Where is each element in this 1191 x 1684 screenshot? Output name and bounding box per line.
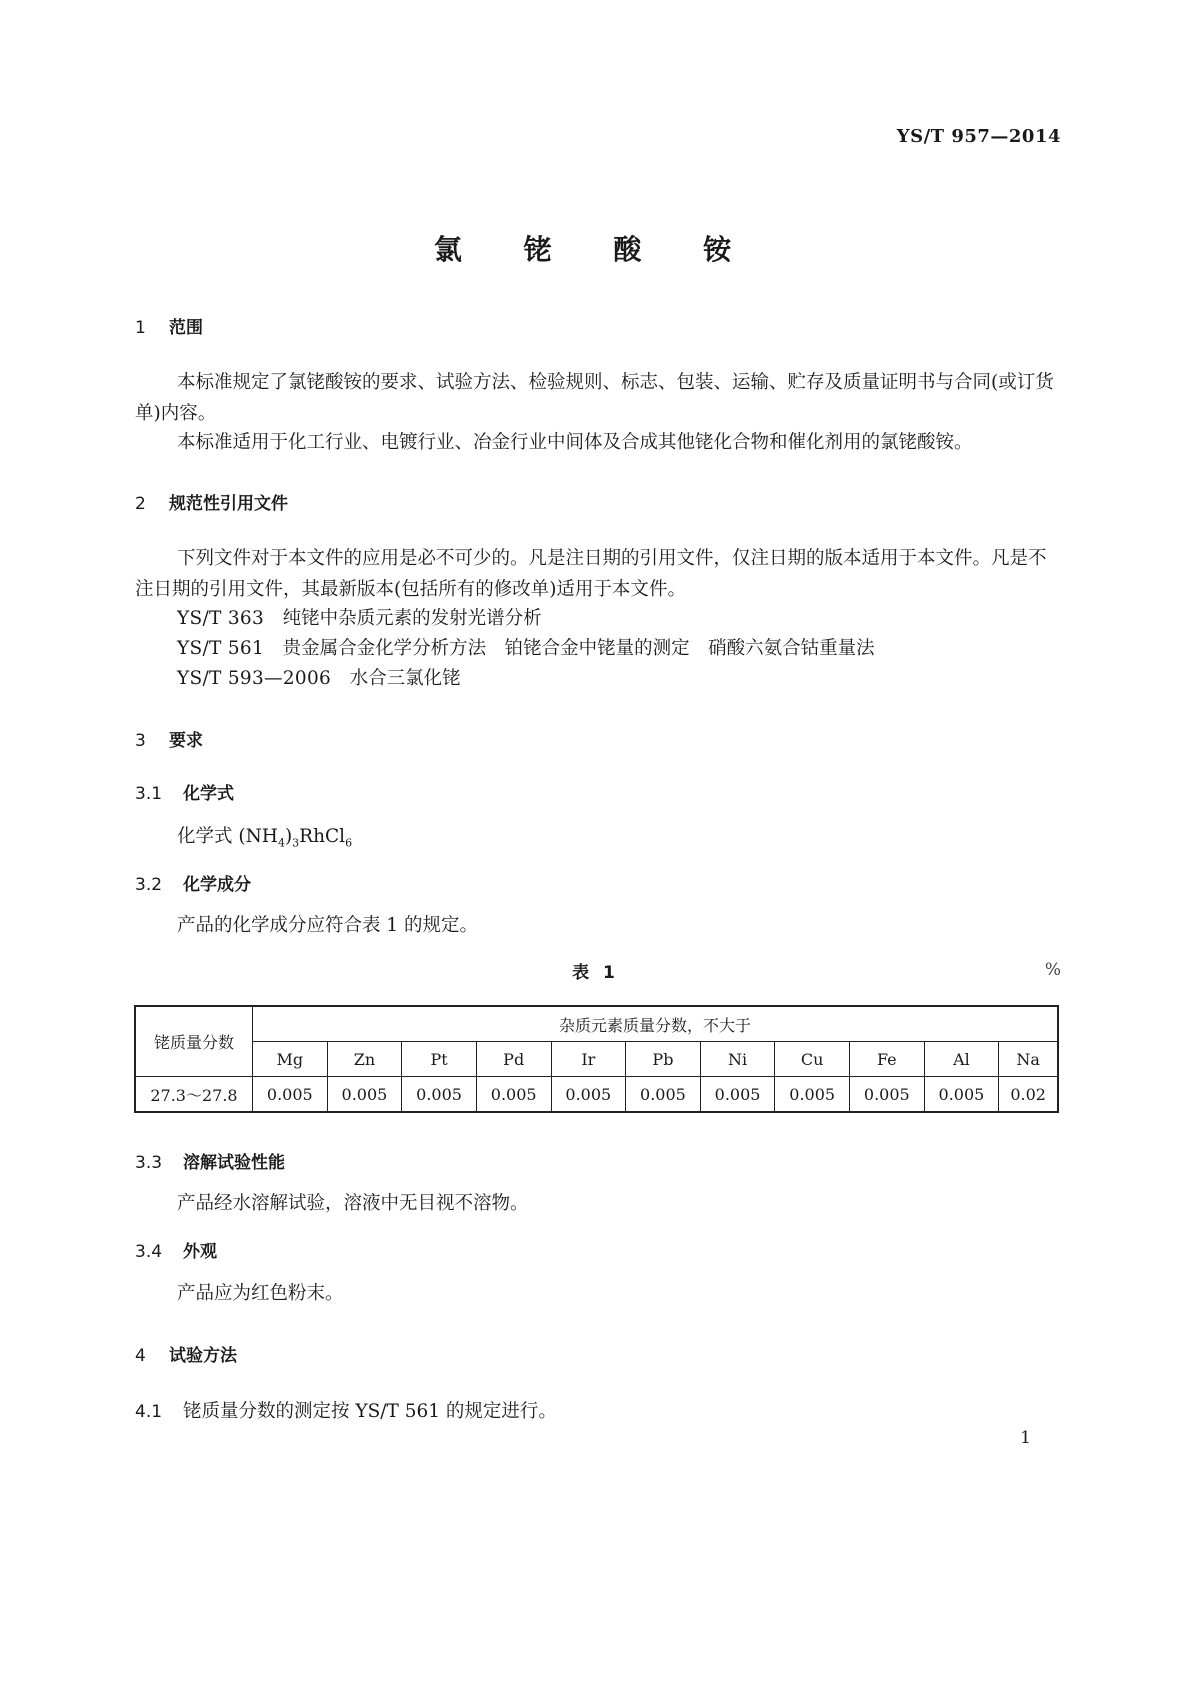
section-3-3-heading <box>135 1148 285 1173</box>
formula-part: RhCl <box>299 826 346 847</box>
reference-code: YS/T 593—2006 <box>177 668 332 689</box>
standard-code: YS/T 957—2014 <box>896 126 1061 147</box>
section-3-4-text: 产品应为红色粉末。 <box>177 1283 344 1304</box>
section-number: 2 <box>135 494 146 514</box>
section-number: 3.2 <box>135 875 163 895</box>
section-2-paragraph-1: 下列文件对于本文件的应用是必不可少的。凡是注日期的引用文件，仅注日期的版本适用于本文件。凡是不注日期的引用文件，其最新版本(包括所有的修改单)适用于本文件。 <box>135 548 1047 600</box>
element-header: Zn <box>327 1042 402 1077</box>
reference-title: 纯铑中杂质元素的发射光谱分析 <box>282 608 542 629</box>
table-cell: 0.005 <box>775 1077 850 1113</box>
section-title: 外观 <box>183 1242 217 1262</box>
section-number: 1 <box>135 318 146 338</box>
element-header: Mg <box>253 1042 328 1077</box>
section-number: 3 <box>135 731 146 751</box>
element-header: Pt <box>402 1042 477 1077</box>
element-header: Pb <box>626 1042 701 1077</box>
table-cell: 0.005 <box>700 1077 775 1113</box>
table-cell: 0.005 <box>327 1077 402 1113</box>
section-4-1-body: 铑质量分数的测定按 YS/T 561 的规定进行。 <box>183 1401 557 1422</box>
reference-item <box>177 604 542 630</box>
reference-item <box>177 664 461 690</box>
element-header: Ni <box>700 1042 775 1077</box>
formula-subscript: 4 <box>277 836 285 850</box>
table-cell: 0.005 <box>924 1077 999 1113</box>
element-header: Cu <box>775 1042 850 1077</box>
section-number: 4.1 <box>135 1402 163 1422</box>
section-number: 3.4 <box>135 1242 163 1262</box>
table-header-impurities: 杂质元素质量分数，不大于 <box>253 1006 1059 1042</box>
section-2-heading <box>135 489 288 514</box>
section-title: 规范性引用文件 <box>169 494 288 514</box>
element-header: Al <box>924 1042 999 1077</box>
table-cell-rh: 27.3～27.8 <box>135 1077 253 1113</box>
reference-code: YS/T 561 <box>177 638 265 659</box>
reference-title: 水合三氯化铑 <box>349 668 461 689</box>
table-header-row <box>135 1006 1058 1042</box>
section-3-1-heading <box>135 779 234 804</box>
section-title: 化学式 <box>183 784 234 804</box>
table-cell: 0.005 <box>402 1077 477 1113</box>
table-cell: 0.005 <box>850 1077 925 1113</box>
section-3-2-heading <box>135 870 251 895</box>
document-title: 氯 铑 酸 铵 <box>433 233 758 266</box>
table-cell: 0.005 <box>476 1077 551 1113</box>
section-number: 4 <box>135 1346 146 1366</box>
section-title: 试验方法 <box>169 1346 237 1366</box>
composition-table <box>134 1005 1059 1113</box>
section-title: 要求 <box>169 731 203 751</box>
formula-subscript: 6 <box>345 836 353 850</box>
section-3-2-text: 产品的化学成分应符合表 1 的规定。 <box>177 915 479 936</box>
section-3-heading <box>135 726 203 751</box>
table-cell: 0.005 <box>253 1077 328 1113</box>
element-header: Fe <box>850 1042 925 1077</box>
chemical-formula <box>177 822 352 850</box>
section-title: 范围 <box>169 318 203 338</box>
table-cell: 0.005 <box>551 1077 626 1113</box>
table-cell: 0.005 <box>626 1077 701 1113</box>
section-title: 溶解试验性能 <box>183 1153 285 1173</box>
page-number: 1 <box>1020 1428 1031 1448</box>
section-3-3-text: 产品经水溶解试验，溶液中无目视不溶物。 <box>177 1193 529 1214</box>
formula-part: (NH <box>238 826 278 847</box>
section-number: 3.3 <box>135 1153 163 1173</box>
section-4-1-text <box>135 1397 557 1423</box>
table-cell: 0.02 <box>999 1077 1058 1113</box>
table-element-row <box>135 1042 1058 1077</box>
section-3-4-heading <box>135 1237 217 1262</box>
table-row <box>135 1077 1058 1113</box>
reference-code: YS/T 363 <box>177 608 265 629</box>
reference-item <box>177 634 875 660</box>
table-header-rh: 铑质量分数 <box>135 1006 253 1077</box>
formula-label: 化学式 <box>177 826 233 847</box>
table-caption: 表 1 <box>572 963 619 983</box>
table-unit: % <box>1044 960 1061 980</box>
section-1-heading <box>135 313 203 338</box>
element-header: Pd <box>476 1042 551 1077</box>
section-1-paragraph-2: 本标准适用于化工行业、电镀行业、冶金行业中间体及合成其他铑化合物和催化剂用的氯铑酸铵。 <box>177 432 973 453</box>
section-number: 3.1 <box>135 784 163 804</box>
section-4-heading <box>135 1341 237 1366</box>
section-1-paragraph-1: 本标准规定了氯铑酸铵的要求、试验方法、检验规则、标志、包装、运输、贮存及质量证明书与合同(或订货单)内容。 <box>135 372 1054 424</box>
element-header: Na <box>999 1042 1058 1077</box>
formula-part: ) <box>284 826 293 847</box>
element-header: Ir <box>551 1042 626 1077</box>
reference-title: 贵金属合金化学分析方法 铂铑合金中铑量的测定 硝酸六氨合钴重量法 <box>282 638 875 659</box>
formula-subscript: 3 <box>292 836 300 850</box>
section-title: 化学成分 <box>183 875 251 895</box>
